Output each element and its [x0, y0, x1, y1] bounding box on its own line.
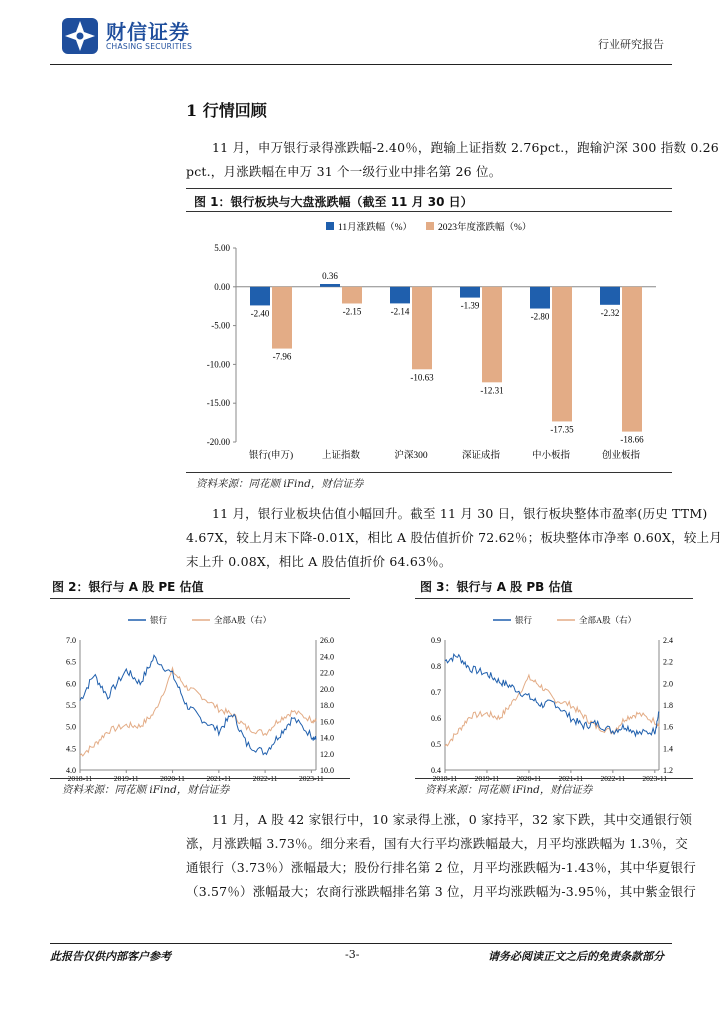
data-label-annual: -18.66: [620, 434, 644, 445]
y-left-tick-label: 4.5: [66, 744, 76, 754]
figure-2-title-rule: [50, 598, 350, 599]
footer-disclaimer-left: 此报告仅供内部客户参考: [50, 950, 171, 963]
bar-chart-figure-1: [186, 212, 672, 470]
paragraph-1-line-1: 11 月，申万银行录得涨跌幅-2.40％，跑输上证指数 2.76pct.，跑输沪深 300 指数 0.26: [212, 140, 719, 155]
series-line-market: [445, 675, 659, 746]
y-right-tick-label: 22.0: [320, 668, 334, 678]
y-right-tick-label: 1.6: [663, 722, 673, 732]
logo-english: CHASING SECURITIES: [106, 42, 193, 51]
figure-1-top-rule: [186, 188, 672, 189]
line-chart-figure-2: [50, 600, 350, 778]
paragraph-3-line-2: 涨，月涨跌幅 3.73％。细分来看，国有大行平均涨跌幅最大，月平均涨跌幅为 1.3％，交: [186, 836, 688, 851]
logo-chinese: 财信证券: [106, 20, 190, 44]
y-left-tick-label: 6.5: [66, 657, 76, 667]
data-label-monthly: -1.39: [460, 300, 480, 311]
category-label: 创业板指: [601, 451, 641, 461]
y-right-tick-label: 2.4: [663, 636, 673, 645]
bar-annual: [552, 287, 572, 422]
legend-label-bank: 银行: [150, 615, 168, 625]
bar-annual: [412, 287, 432, 369]
data-label-monthly: -2.40: [250, 308, 270, 319]
figure-3-title-rule: [415, 598, 693, 599]
bar-annual: [272, 287, 292, 349]
y-tick-label: -5.00: [211, 320, 230, 331]
series-line-bank: [80, 655, 316, 754]
data-label-annual: -17.35: [550, 424, 574, 435]
bar-monthly: [390, 287, 410, 304]
y-left-tick-label: 6.0: [66, 679, 76, 689]
y-right-tick-label: 16.0: [320, 717, 334, 727]
data-label-annual: -7.96: [272, 351, 292, 362]
y-right-tick-label: 1.4: [663, 744, 673, 754]
y-right-tick-label: 24.0: [320, 652, 334, 662]
legend-label-monthly: 11月涨跌幅（%）: [338, 223, 413, 233]
figure-2-bottom-rule: [50, 778, 350, 779]
paragraph-3-line-4: （3.57％）涨幅最大；农商行涨跌幅排名第 3 位，月平均涨跌幅为-3.95％，其中紫金银行: [186, 884, 696, 899]
y-right-tick-label: 12.0: [320, 749, 334, 759]
bar-monthly: [320, 284, 340, 287]
y-left-tick-label: 5.0: [66, 722, 76, 732]
line-chart-figure-3: [415, 600, 693, 778]
legend-label-market: 全部A股（右）: [214, 615, 272, 625]
y-right-tick-label: 1.2: [663, 766, 673, 775]
y-right-tick-label: 14.0: [320, 733, 334, 743]
footer-rule: [50, 943, 672, 944]
data-label-monthly: -2.32: [600, 307, 620, 318]
y-left-tick-label: 0.7: [431, 688, 441, 697]
figure-3-title: 图 3：银行与 A 股 PB 估值: [420, 580, 573, 594]
paragraph-1-line-2: pct.，月涨跌幅在申万 31 个一级行业中排名第 26 位。: [186, 164, 502, 179]
category-label: 中小板指: [531, 451, 571, 461]
y-right-tick-label: 18.0: [320, 701, 334, 710]
bar-annual: [342, 287, 362, 304]
category-label: 沪深300: [394, 451, 428, 461]
y-left-tick-label: 0.6: [431, 714, 441, 723]
paragraph-3-line-1: 11 月，A 股 42 家银行中，10 家录得上涨，0 家持平，32 家下跌，其中交通银行领: [212, 812, 693, 827]
y-left-tick-label: 4.0: [66, 766, 76, 775]
y-tick-label: -20.00: [206, 437, 230, 447]
category-label: 深证成指: [461, 451, 501, 461]
data-label-monthly: -2.14: [390, 306, 410, 317]
legend-label-market: 全部A股（右）: [579, 615, 637, 625]
legend-label-annual: 2023年度涨跌幅（%）: [438, 223, 532, 233]
y-right-tick-label: 2.0: [663, 679, 673, 689]
y-right-tick-label: 10.0: [320, 766, 334, 775]
series-line-market: [80, 668, 316, 756]
y-tick-label: -15.00: [206, 398, 230, 409]
y-right-tick-label: 26.0: [320, 636, 334, 645]
series-line-bank: [445, 654, 659, 736]
figure-1-bottom-rule: [186, 472, 672, 473]
y-tick-label: 5.00: [214, 243, 230, 253]
y-left-tick-label: 0.5: [431, 740, 441, 749]
legend-swatch-monthly: [326, 222, 334, 230]
y-tick-label: 0.00: [214, 281, 230, 292]
report-type: 行业研究报告: [598, 38, 664, 51]
figure-3-source: 资料来源：同花顺 iFind，财信证券: [425, 784, 593, 796]
paragraph-3-line-3: 通银行（3.73％）涨幅最大；股份行排名第 2 位，月平均涨跌幅为-1.43％，其中华夏银行: [186, 860, 696, 875]
paragraph-2-line-2: 4.67X，较上月末下降-0.01X，相比 A 股估值折价 72.62％；板块整体市净率 0.60X，较上月: [186, 530, 722, 545]
data-label-annual: -12.31: [480, 385, 504, 396]
data-label-monthly: 0.36: [322, 271, 338, 282]
paragraph-2-line-3: 末上升 0.08X，相比 A 股估值折价 64.63％。: [186, 554, 452, 569]
figure-2-title: 图 2：银行与 A 股 PE 估值: [52, 580, 204, 594]
y-left-tick-label: 7.0: [66, 636, 76, 645]
bar-monthly: [530, 287, 550, 309]
y-left-tick-label: 0.4: [431, 766, 441, 775]
bar-annual: [482, 287, 502, 383]
bar-monthly: [460, 287, 480, 298]
bar-monthly: [600, 287, 620, 305]
figure-1-title: 图 1：银行板块与大盘涨跌幅（截至 11 月 30 日）: [194, 195, 473, 209]
category-label: 银行(申万): [248, 451, 294, 461]
header: [58, 14, 678, 62]
y-tick-label: -10.00: [206, 359, 230, 370]
category-label: 上证指数: [321, 451, 361, 461]
legend-swatch-annual: [426, 222, 434, 230]
data-label-annual: -10.63: [410, 372, 434, 383]
bar-monthly: [250, 287, 270, 306]
figure-1-source: 资料来源：同花顺 iFind，财信证券: [196, 478, 364, 490]
company-logo-icon: [60, 16, 100, 56]
paragraph-2-line-1: 11 月，银行业板块估值小幅回升。截至 11 月 30 日，银行板块整体市盈率(历史 TTM): [212, 506, 708, 521]
y-right-tick-label: 2.2: [663, 657, 673, 667]
figure-3-bottom-rule: [415, 778, 693, 779]
page-number: -3-: [345, 948, 360, 961]
figure-2-source: 资料来源：同花顺 iFind，财信证券: [62, 784, 230, 796]
section-title: 1 行情回顾: [186, 101, 267, 120]
data-label-monthly: -2.80: [530, 311, 550, 322]
y-right-tick-label: 20.0: [320, 684, 334, 694]
header-rule: [50, 64, 672, 65]
y-left-tick-label: 5.5: [66, 701, 76, 710]
y-right-tick-label: 1.8: [663, 701, 673, 710]
legend-label-bank: 银行: [515, 615, 533, 625]
footer-disclaimer-right: 请务必阅读正文之后的免责条款部分: [488, 950, 664, 963]
bar-annual: [622, 287, 642, 432]
y-left-tick-label: 0.9: [431, 636, 441, 645]
y-left-tick-label: 0.8: [431, 662, 441, 671]
data-label-annual: -2.15: [342, 306, 362, 317]
